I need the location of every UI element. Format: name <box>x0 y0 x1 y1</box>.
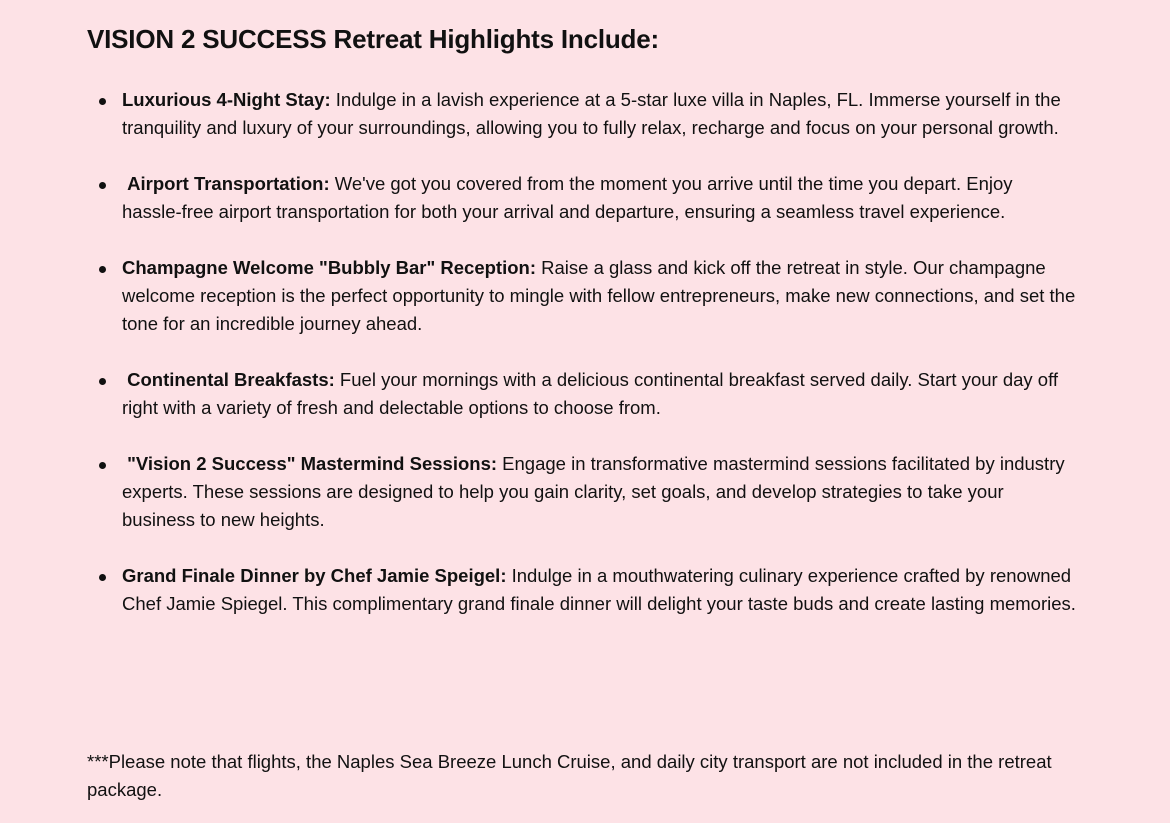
highlight-heading: Champagne Welcome "Bubbly Bar" Reception: <box>122 257 536 278</box>
highlight-description: Indulge in a lavish experience at a 5-star luxe villa in Naples, FL. Immerse yourself in the tranquility and luxury of your surroundings, allowing you to fully relax, recharge and focus on your personal growth. <box>122 89 1061 138</box>
list-item <box>87 86 1077 142</box>
highlight-heading: Grand Finale Dinner by Chef Jamie Speigel: <box>122 565 507 586</box>
bullet-icon <box>99 182 106 189</box>
highlight-heading: Airport Transportation: <box>122 173 330 194</box>
page-title: VISION 2 SUCCESS Retreat Highlights Include: <box>87 24 659 54</box>
highlight-heading: Luxurious 4-Night Stay: <box>122 89 331 110</box>
list-item <box>87 450 1077 534</box>
bullet-icon <box>99 574 106 581</box>
highlight-heading: Continental Breakfasts: <box>122 369 335 390</box>
highlight-description: Raise a glass and kick off the retreat in style. Our champagne welcome reception is the perfect opportunity to mingle with fellow entrepreneurs, make new connections, and set the tone for an incredible journey ahead. <box>122 257 1076 334</box>
document-content <box>87 22 1077 646</box>
highlight-description: Indulge in a mouthwatering culinary experience crafted by renowned Chef Jamie Spiegel. This complimentary grand finale dinner will delight your taste buds and create lasting memories. <box>122 565 1076 614</box>
bullet-icon <box>99 462 106 469</box>
bullet-icon <box>99 266 106 273</box>
highlight-description: Fuel your mornings with a delicious continental breakfast served daily. Start your day off right with a variety of fresh and delectable options to choose from. <box>122 369 1059 418</box>
highlight-description: We've got you covered from the moment you arrive until the time you depart. Enjoy hassle-free airport transportation for both your arrival and departure, ensuring a seamless travel experience. <box>122 173 1013 222</box>
highlight-description: Engage in transformative mastermind sessions facilitated by industry experts. These sessions are designed to help you gain clarity, set goals, and develop strategies to take your business to new heights. <box>122 453 1065 530</box>
disclaimer-note: ***Please note that flights, the Naples Sea Breeze Lunch Cruise, and daily city transport are not included in the retreat package. <box>87 751 1052 800</box>
bullet-icon <box>99 378 106 385</box>
list-item <box>87 366 1077 422</box>
bullet-icon <box>99 98 106 105</box>
list-item <box>87 562 1077 618</box>
highlights-list <box>87 86 1077 618</box>
list-item <box>87 254 1077 338</box>
highlight-heading: "Vision 2 Success" Mastermind Sessions: <box>122 453 498 474</box>
list-item <box>87 170 1077 226</box>
